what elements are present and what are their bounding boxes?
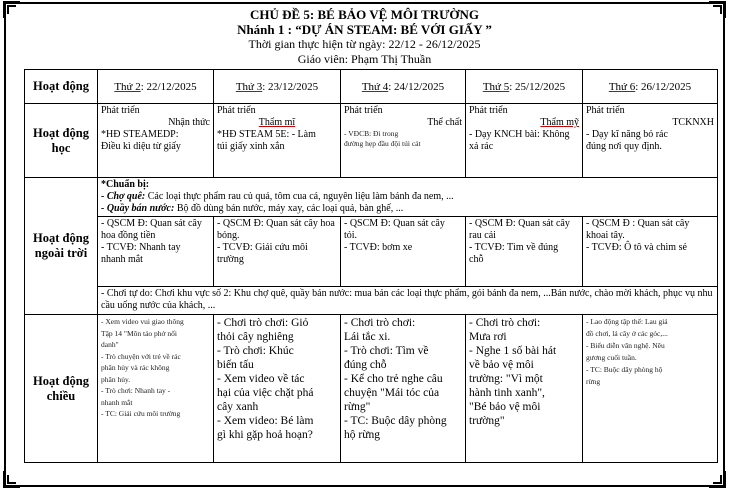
day-header: Thứ 3: 23/12/2025 [214, 70, 341, 104]
outdoor-cell: - QSCM Đ: Quan sát cây tỏi. - TCVĐ: bơm xe [341, 217, 466, 287]
row-label-outdoor: Hoạt động ngoài trời [25, 178, 98, 315]
teacher-name: Giáo viên: Phạm Thị Thuần [297, 52, 432, 66]
learning-cell: Phát triển Thể chất - VĐCB: Đi trong đường hẹp đầu đội túi cát [341, 104, 466, 178]
learning-cell: Phát triển Thẩm mĩ *HĐ STEAM 5E: - Làm túi giấy xinh xắn [214, 104, 341, 178]
afternoon-cell: - Xem video vui giao thông Tập 14 "Môn táo phở nối danh" - Trò chuyện với trẻ về rác phân hủy và rác không phân hủy. - Trò chơi: Nhanh tay - nhanh mắt - TC: Giải cứu môi trường [98, 315, 214, 463]
learning-cell: Phát triển Thẩm mỹ - Dạy KNCH bài: Không xả rác [466, 104, 583, 178]
day-header: Thứ 2: 22/12/2025 [98, 70, 214, 104]
row-label-activity: Hoạt động [25, 70, 98, 104]
time-range: Thời gian thực hiện từ ngày: 22/12 - 26/12/2025 [248, 37, 481, 51]
branch-title: Nhánh 1 : “DỰ ÁN STEAM: BÉ VỚI GIẤY ” [237, 22, 492, 37]
outdoor-cell: - QSCM Đ : Quan sát cây khoai tây. - TCVĐ: Ô tô và chim sẻ [583, 217, 718, 287]
weekly-plan-table [24, 69, 718, 463]
learning-cell: Phát triển TCKNXH - Dạy kĩ năng bỏ rác đúng nơi quy định. [583, 104, 718, 178]
day-header: Thứ 6: 26/12/2025 [583, 70, 718, 104]
day-header: Thứ 5: 25/12/2025 [466, 70, 583, 104]
row-label-learning: Hoạt động học [25, 104, 98, 178]
afternoon-cell: - Chơi trò chơi: Mưa rơi - Nghe 1 số bài hát về bảo vệ môi trường: "Vì một hành tinh xanh", "Bé bảo vệ môi trường" [466, 315, 583, 463]
corner-ornament [707, 469, 727, 489]
outdoor-cell: - QSCM Đ: Quan sát cây rau cải - TCVĐ: Tìm về đúng chỗ [466, 217, 583, 287]
day-header: Thứ 4: 24/12/2025 [341, 70, 466, 104]
corner-ornament [2, 469, 22, 489]
outdoor-cell: - QSCM Đ: Quan sát cây hoa đồng tiền - TCVĐ: Nhanh tay nhanh mắt [98, 217, 214, 287]
free-play-cell: - Chơi tự do: Chơi khu vực số 2: Khu chợ quê, quầy bán nước: mua bán các loại thực phẩm, gói bánh đa nem, ...Bán nước, chào mời khách, phục vụ nhu cầu uống nước của khách, ... [98, 287, 718, 315]
afternoon-cell: - Chơi trò chơi: Giỏ thỏi cây nghiêng - Trò chơi: Khúc biến tấu - Xem video về tác hại của việc chặt phá cây xanh - Xem video: Bé làm gì khi gặp hoả hoạn? [214, 315, 341, 463]
outdoor-cell: - QSCM Đ: Quan sát cây hoa bỏng. - TCVĐ: Giải cứu môi trường [214, 217, 341, 287]
afternoon-cell: - Chơi trò chơi: Lái tắc xi. - Trò chơi: Tìm về đúng chỗ - Kể cho trẻ nghe câu chuyện "Mái tóc của rừng" - TC: Buộc dây phòng hộ rừng [341, 315, 466, 463]
afternoon-cell: - Lao động tập thể: Lau giá đồ chơi, lá cây ở các góc,... - Biểu diễn văn nghệ. Nêu gương cuối tuần. - TC: Buộc dây phòng hộ rừng [583, 315, 718, 463]
page-title: CHỦ ĐỀ 5: BÉ BẢO VỆ MÔI TRƯỜNG [249, 7, 480, 22]
preparation-cell: *Chuẩn bị: - Chợ quê: Các loại thực phẩm rau củ quả, tôm cua cá, nguyên liệu làm bánh đa nem, ... - Quầy bán nước: Bộ đồ dùng bán nước, máy xay, các loại quả, bàn ghế, ... [98, 178, 718, 217]
learning-cell: Phát triển Nhận thức *HĐ STEAMEDP: Điều kì diệu từ giấy [98, 104, 214, 178]
row-label-afternoon: Hoạt động chiều [25, 315, 98, 463]
